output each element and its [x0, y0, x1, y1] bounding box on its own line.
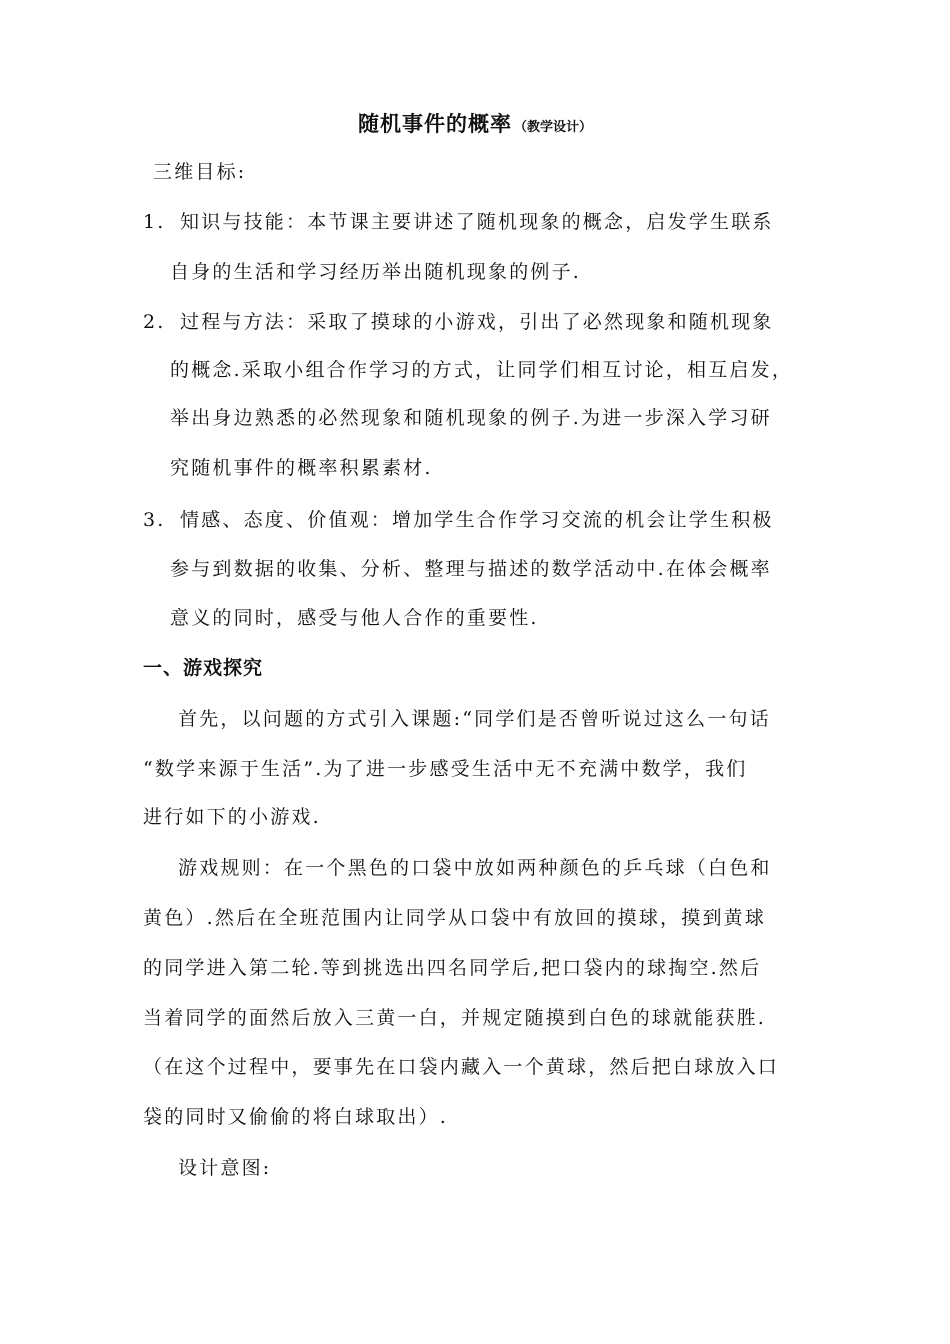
intro-para-line-3: 进行如下的小游戏.	[143, 806, 321, 828]
objective-3-number: 3.	[143, 509, 166, 531]
rules-para-line-6: 袋的同时又偷偷的将白球取出）.	[143, 1106, 449, 1128]
rules-para-line-1: 游戏规则：在一个黑色的口袋中放如两种颜色的乒乓球（白色和	[178, 857, 772, 879]
rules-para-line-3: 的同学进入第二轮.等到挑选出四名同学后,把口袋内的球掏空.然后	[143, 957, 762, 979]
objective-3-line-3: 意义的同时，感受与他人合作的重要性.	[170, 607, 539, 629]
objective-2-line-3: 举出身边熟悉的必然现象和随机现象的例子.为进一步深入学习研	[170, 407, 772, 429]
objective-3-line-1: 情感、态度、价值观：增加学生合作学习交流的机会让学生积极	[180, 509, 774, 531]
objective-2-line-2: 的概念.采取小组合作学习的方式，让同学们相互讨论，相互启发，	[170, 359, 794, 381]
document-title	[0, 108, 950, 138]
rules-para-line-4: 当着同学的面然后放入三黄一白，并规定随摸到白色的球就能获胜.	[143, 1007, 767, 1029]
title-main: 随机事件的概率	[357, 112, 512, 136]
intro-para-line-1: 首先，以问题的方式引入课题:“同学们是否曾听说过这么一句话	[178, 708, 771, 730]
section-heading: 一、游戏探究	[143, 657, 264, 679]
objectives-label: 三维目标:	[153, 161, 247, 183]
objective-1-line-1: 知识与技能：本节课主要讲述了随机现象的概念，启发学生联系	[180, 211, 774, 233]
objective-1-line-2: 自身的生活和学习经历举出随机现象的例子.	[170, 261, 582, 283]
design-intent-label: 设计意图:	[178, 1157, 272, 1179]
rules-para-line-5: （在这个过程中，要事先在口袋内藏入一个黄球，然后把白球放入口	[143, 1056, 780, 1078]
objective-2-number: 2.	[143, 311, 166, 333]
objective-2-line-4: 究随机事件的概率积累素材.	[170, 457, 433, 479]
rules-para-line-2: 黄色）.然后在全班范围内让同学从口袋中有放回的摸球，摸到黄球	[143, 907, 767, 929]
objective-2-line-1: 过程与方法：采取了摸球的小游戏，引出了必然现象和随机现象	[180, 311, 774, 333]
title-subtitle: （教学设计）	[513, 120, 592, 135]
intro-para-line-2: “数学来源于生活”.为了进一步感受生活中无不充满中数学，我们	[143, 758, 748, 780]
objective-3-line-2: 参与到数据的收集、分析、整理与描述的数学活动中.在体会概率	[170, 558, 772, 580]
objective-1-number: 1.	[143, 211, 166, 233]
